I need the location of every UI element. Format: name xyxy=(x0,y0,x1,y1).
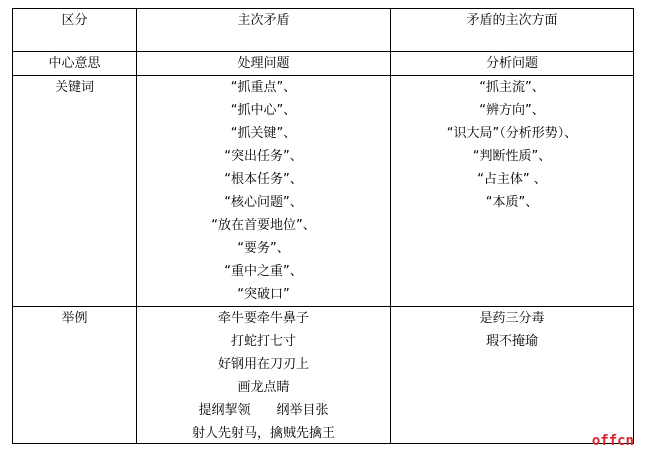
keyword-item: “辨方向”、 xyxy=(479,103,545,118)
keywords-col2-cell xyxy=(137,76,390,306)
keyword-item: “根本任务”、 xyxy=(224,172,303,187)
keyword-item: “突出任务”、 xyxy=(224,149,303,164)
keyword-item: “判断性质”、 xyxy=(472,149,552,164)
examples-col3-cell xyxy=(391,307,633,443)
table-border-right xyxy=(633,8,634,444)
row-label-text: 举例 xyxy=(61,311,88,326)
central-meaning-col3-cell xyxy=(391,52,633,75)
keywords-col3-cell xyxy=(391,76,633,306)
keyword-item: “本质”、 xyxy=(485,195,539,210)
example-item: 画龙点睛 xyxy=(237,380,290,395)
keyword-item: “占主体” 、 xyxy=(477,172,547,187)
keyword-item: “要务”、 xyxy=(237,241,290,256)
offcn-watermark-logo: offcn xyxy=(591,433,634,449)
header-cell-category xyxy=(13,9,136,33)
cell-line: 分析问题 xyxy=(485,56,538,71)
row-label-text: 关键词 xyxy=(54,80,94,95)
row-label-text: 中心意思 xyxy=(48,56,101,71)
keyword-item: “抓主流”、 xyxy=(479,80,545,95)
keyword-item: “抓中心”、 xyxy=(230,103,297,118)
row-label-keywords xyxy=(13,76,136,306)
keyword-item: “突破口” xyxy=(237,287,290,302)
example-item: 牵牛要牵牛鼻子 xyxy=(217,311,309,326)
keyword-item: “识大局”（分析形势）、 xyxy=(446,126,578,141)
header-cell-primary-secondary-contradiction xyxy=(137,9,390,33)
keyword-item: “核心问题”、 xyxy=(224,195,303,210)
example-item: 打蛇打七寸 xyxy=(230,334,296,349)
examples-col2-cell xyxy=(137,307,390,443)
example-item: 射人先射马，擒贼先擒王 xyxy=(191,426,335,441)
row-label-central-meaning xyxy=(13,52,136,75)
central-meaning-col2-cell xyxy=(137,52,390,75)
keyword-item: “抓关键”、 xyxy=(230,126,297,141)
keyword-item: “重中之重”、 xyxy=(224,264,303,279)
header-col2-text: 主次矛盾 xyxy=(237,13,290,28)
comparison-table xyxy=(12,8,634,444)
example-item: 瑕不掩瑜 xyxy=(485,334,538,349)
keyword-item: “抓重点”、 xyxy=(230,80,297,95)
header-category-text: 区分 xyxy=(61,13,88,28)
keyword-item: “放在首要地位”、 xyxy=(211,218,316,233)
cell-line: 处理问题 xyxy=(237,56,290,71)
row-label-examples xyxy=(13,307,136,443)
header-col3-text: 矛盾的主次方面 xyxy=(466,13,558,28)
example-item: 是药三分毒 xyxy=(479,311,545,326)
example-item: 提纲挈领 纲举目张 xyxy=(198,403,329,418)
example-item: 好钢用在刀刃上 xyxy=(217,357,309,372)
header-cell-contradiction-aspects xyxy=(391,9,633,33)
